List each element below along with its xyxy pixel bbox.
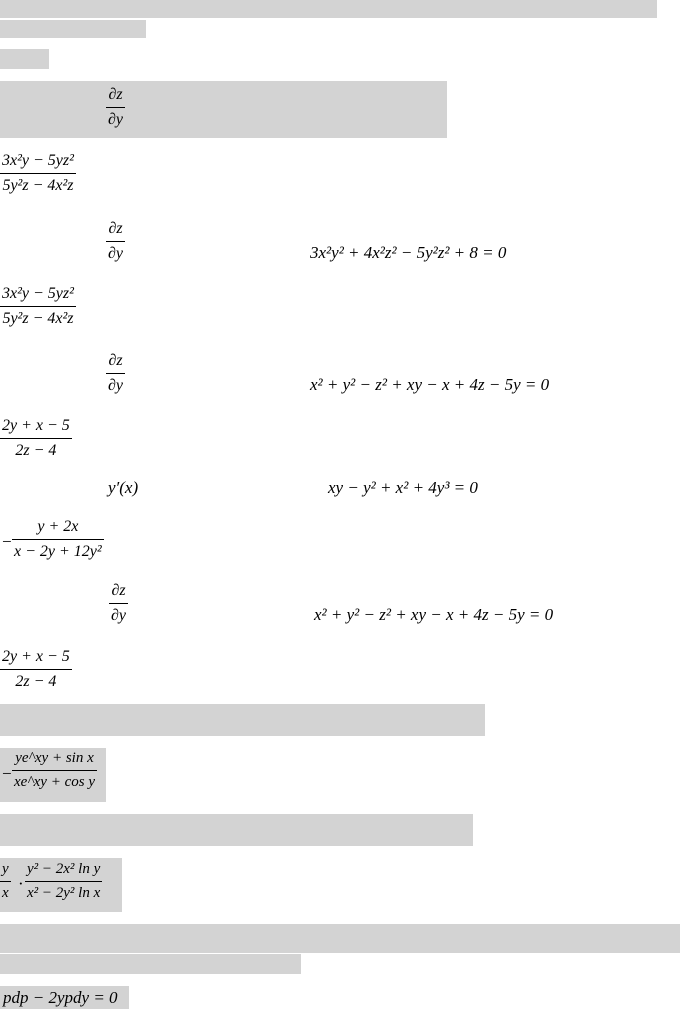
- question-text-highlight: [0, 924, 680, 953]
- question-text-highlight: [0, 20, 146, 38]
- equation: x² + y² − z² + xy − x + 4z − 5y = 0: [310, 375, 550, 394]
- y-prime-of-x: y′(x): [108, 478, 139, 497]
- question-text-highlight: [0, 954, 301, 974]
- multiply-dot: ·: [18, 874, 24, 893]
- question-text-highlight: [0, 814, 473, 846]
- question-text-highlight: [0, 81, 447, 138]
- answer-fraction: $\frac{2y + x - 5}{2z - 4}$: [2, 417, 70, 459]
- answer-fraction: $\frac{\text{ye\textasciicircum{}xy + sin x}}{\text{xe\textasciicircum{}xy + cos y}}$: [14, 750, 95, 790]
- answer-equation: pdp − 2ypdy = 0: [3, 988, 118, 1007]
- answer-label-highlight: [0, 49, 49, 69]
- answer-fraction: $\frac{2y + x - 5}{2z - 4}$: [2, 648, 70, 690]
- question-text-highlight: [0, 704, 485, 736]
- equation: 3x²y² + 4x²z² − 5y²z² + 8 = 0: [310, 243, 507, 262]
- answer-fraction: $\frac{\text{y² − 2x² ln y}}{\text{x² − 2y² ln x}}$: [27, 861, 101, 901]
- partial-derivative-dz-dy: $\frac{\partial z}{\partial y}$: [111, 582, 127, 624]
- minus-sign: −: [2, 532, 12, 551]
- question-text-highlight: [0, 0, 657, 18]
- answer-fraction: $\frac{y + 2x}{\text{x − 2y + 12y²}}$: [14, 518, 102, 560]
- partial-derivative-dz-dy: $\frac{\partial z}{\partial y}$: [108, 352, 124, 394]
- answer-prefactor-fraction: $\frac{y}{x}$: [2, 861, 9, 901]
- answer-fraction: $\frac{\text{3x²y − 5yz²}}{\text{5y²z − 4x²z}}$: [2, 285, 74, 327]
- partial-derivative-dz-dy: $\frac{\partial z}{\partial y}$: [108, 220, 124, 262]
- minus-sign: −: [2, 764, 12, 783]
- equation: xy − y² + x² + 4y³ = 0: [328, 478, 478, 497]
- partial-derivative-dz-dy: $\frac{\partial z}{\partial y}$: [108, 86, 124, 128]
- equation: x² + y² − z² + xy − x + 4z − 5y = 0: [314, 605, 554, 624]
- answer-fraction: $\frac{\text{3x²y − 5yz²}}{\text{5y²z − 4x²z}}$: [2, 152, 74, 194]
